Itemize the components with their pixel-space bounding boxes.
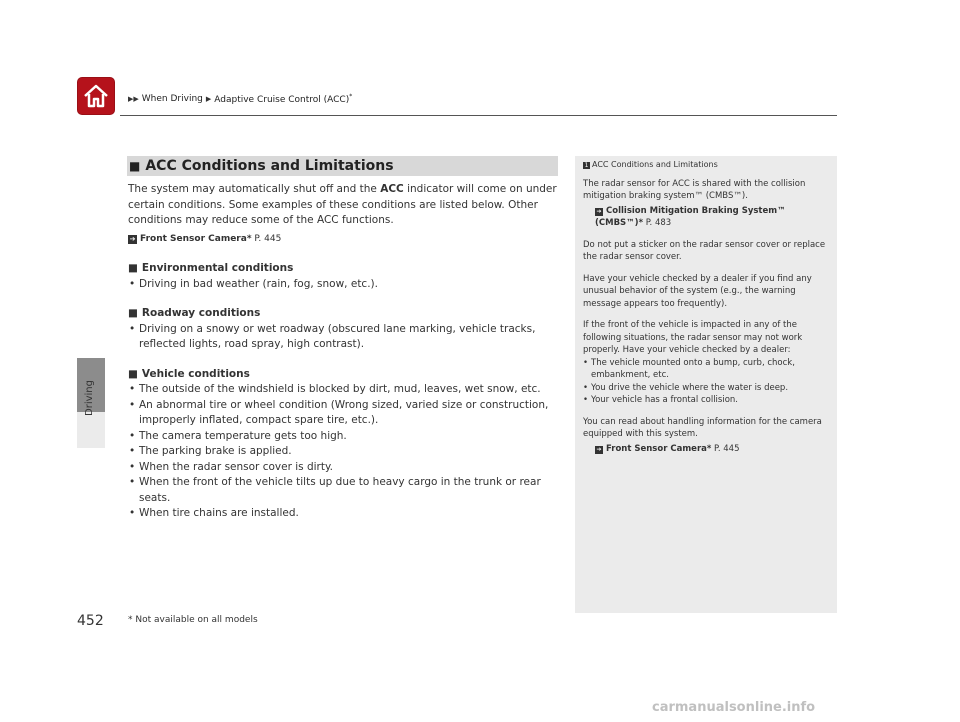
list-item: • You drive the vehicle where the water is deep. [583, 382, 828, 395]
ref-arrow-icon: ➔ [596, 445, 602, 453]
breadcrumb-arrow-icon: ▶ [205, 95, 212, 103]
roadway-conditions-list [128, 322, 568, 353]
footnote: * Not available on all models [128, 615, 258, 625]
sidebar-paragraph: Have your vehicle checked by a dealer if you find any unusual behavior of the system (e.g., the warning message appears too frequently). [583, 273, 812, 309]
header-divider [120, 115, 837, 116]
breadcrumb-link-acc[interactable]: Adaptive Cruise Control (ACC)* [214, 93, 353, 105]
list-item: • The camera temperature gets too high. [128, 429, 568, 445]
vehicle-conditions-heading: ■ Vehicle conditions [128, 367, 250, 380]
sidebar-notes [575, 156, 837, 613]
environmental-conditions-heading: ■ Environmental conditions [128, 262, 294, 274]
list-item: • Your vehicle has a frontal collision. [583, 394, 828, 407]
sidebar-paragraph: The radar sensor for ACC is shared with the collision mitigation braking system™ (CMBS™). [583, 178, 806, 201]
environmental-conditions-list [128, 277, 568, 293]
front-sensor-camera-sidebar-link[interactable]: ➔ Front Sensor Camera* P. 445 [596, 443, 740, 454]
main-content [128, 182, 568, 522]
roadway-conditions-heading: ■ Roadway conditions [128, 307, 261, 319]
section-title: ACC Conditions and Limitations [145, 158, 394, 174]
watermark: carmanualsonline.info [652, 700, 816, 715]
note-icon: 1 [584, 161, 589, 169]
section-marker-icon: ■ [129, 159, 141, 173]
list-item: • Driving in bad weather (rain, fog, snow, etc.). [128, 277, 568, 293]
page-number: 452 [77, 613, 104, 629]
vehicle-conditions-list [128, 382, 568, 522]
home-icon [82, 83, 110, 109]
cmbs-link[interactable]: ➔ Collision Mitigation Braking System™ (CMBS™)* P. 483 [595, 205, 786, 228]
front-sensor-camera-link[interactable]: ➔ Front Sensor Camera* P. 445 [129, 233, 282, 244]
list-item: • An abnormal tire or wheel condition (Wrong sized, varied size or construction, improperly inflated, compact spare tire, etc.). [128, 398, 568, 429]
section-heading [127, 156, 558, 176]
breadcrumb-arrow-icon: ▶▶ [128, 95, 139, 103]
ref-arrow-icon: ➔ [596, 207, 602, 215]
sidebar-title: 1 ACC Conditions and Limitations [584, 160, 718, 169]
list-item: • When the front of the vehicle tilts up due to heavy cargo in the trunk or rear seats. [128, 475, 568, 506]
sidebar-paragraph: If the front of the vehicle is impacted in any of the following situations, the radar sensor may not work properly. Have your vehicle checked by a dealer: [583, 320, 803, 355]
breadcrumb [128, 93, 352, 105]
side-tab-label[interactable]: Driving [84, 380, 95, 416]
list-item: • When the radar sensor cover is dirty. [128, 460, 568, 476]
sidebar-bullet-list [583, 357, 828, 407]
list-item: • The parking brake is applied. [128, 444, 568, 460]
sidebar-paragraph: Do not put a sticker on the radar sensor cover or replace the radar sensor cover. [583, 239, 826, 262]
ref-arrow-icon: ➔ [129, 234, 136, 243]
list-item: • When tire chains are installed. [128, 506, 568, 522]
home-button[interactable] [77, 77, 115, 115]
list-item: • Driving on a snowy or wet roadway (obscured lane marking, vehicle tracks, reflected lights, road spray, high contrast). [128, 322, 568, 353]
breadcrumb-link-when-driving[interactable]: When Driving [141, 94, 203, 104]
list-item: • The outside of the windshield is blocked by dirt, mud, leaves, wet snow, etc. [128, 382, 568, 398]
list-item: • The vehicle mounted onto a bump, curb, chock, embankment, etc. [583, 357, 828, 382]
sidebar-paragraph: You can read about handling information for the camera equipped with this system. [583, 416, 822, 439]
intro-paragraph: The system may automatically shut off and the ACC indicator will come on under certain conditions. Some examples of these conditions are listed below. Other conditions may reduce some of the ACC functions. [128, 183, 557, 226]
